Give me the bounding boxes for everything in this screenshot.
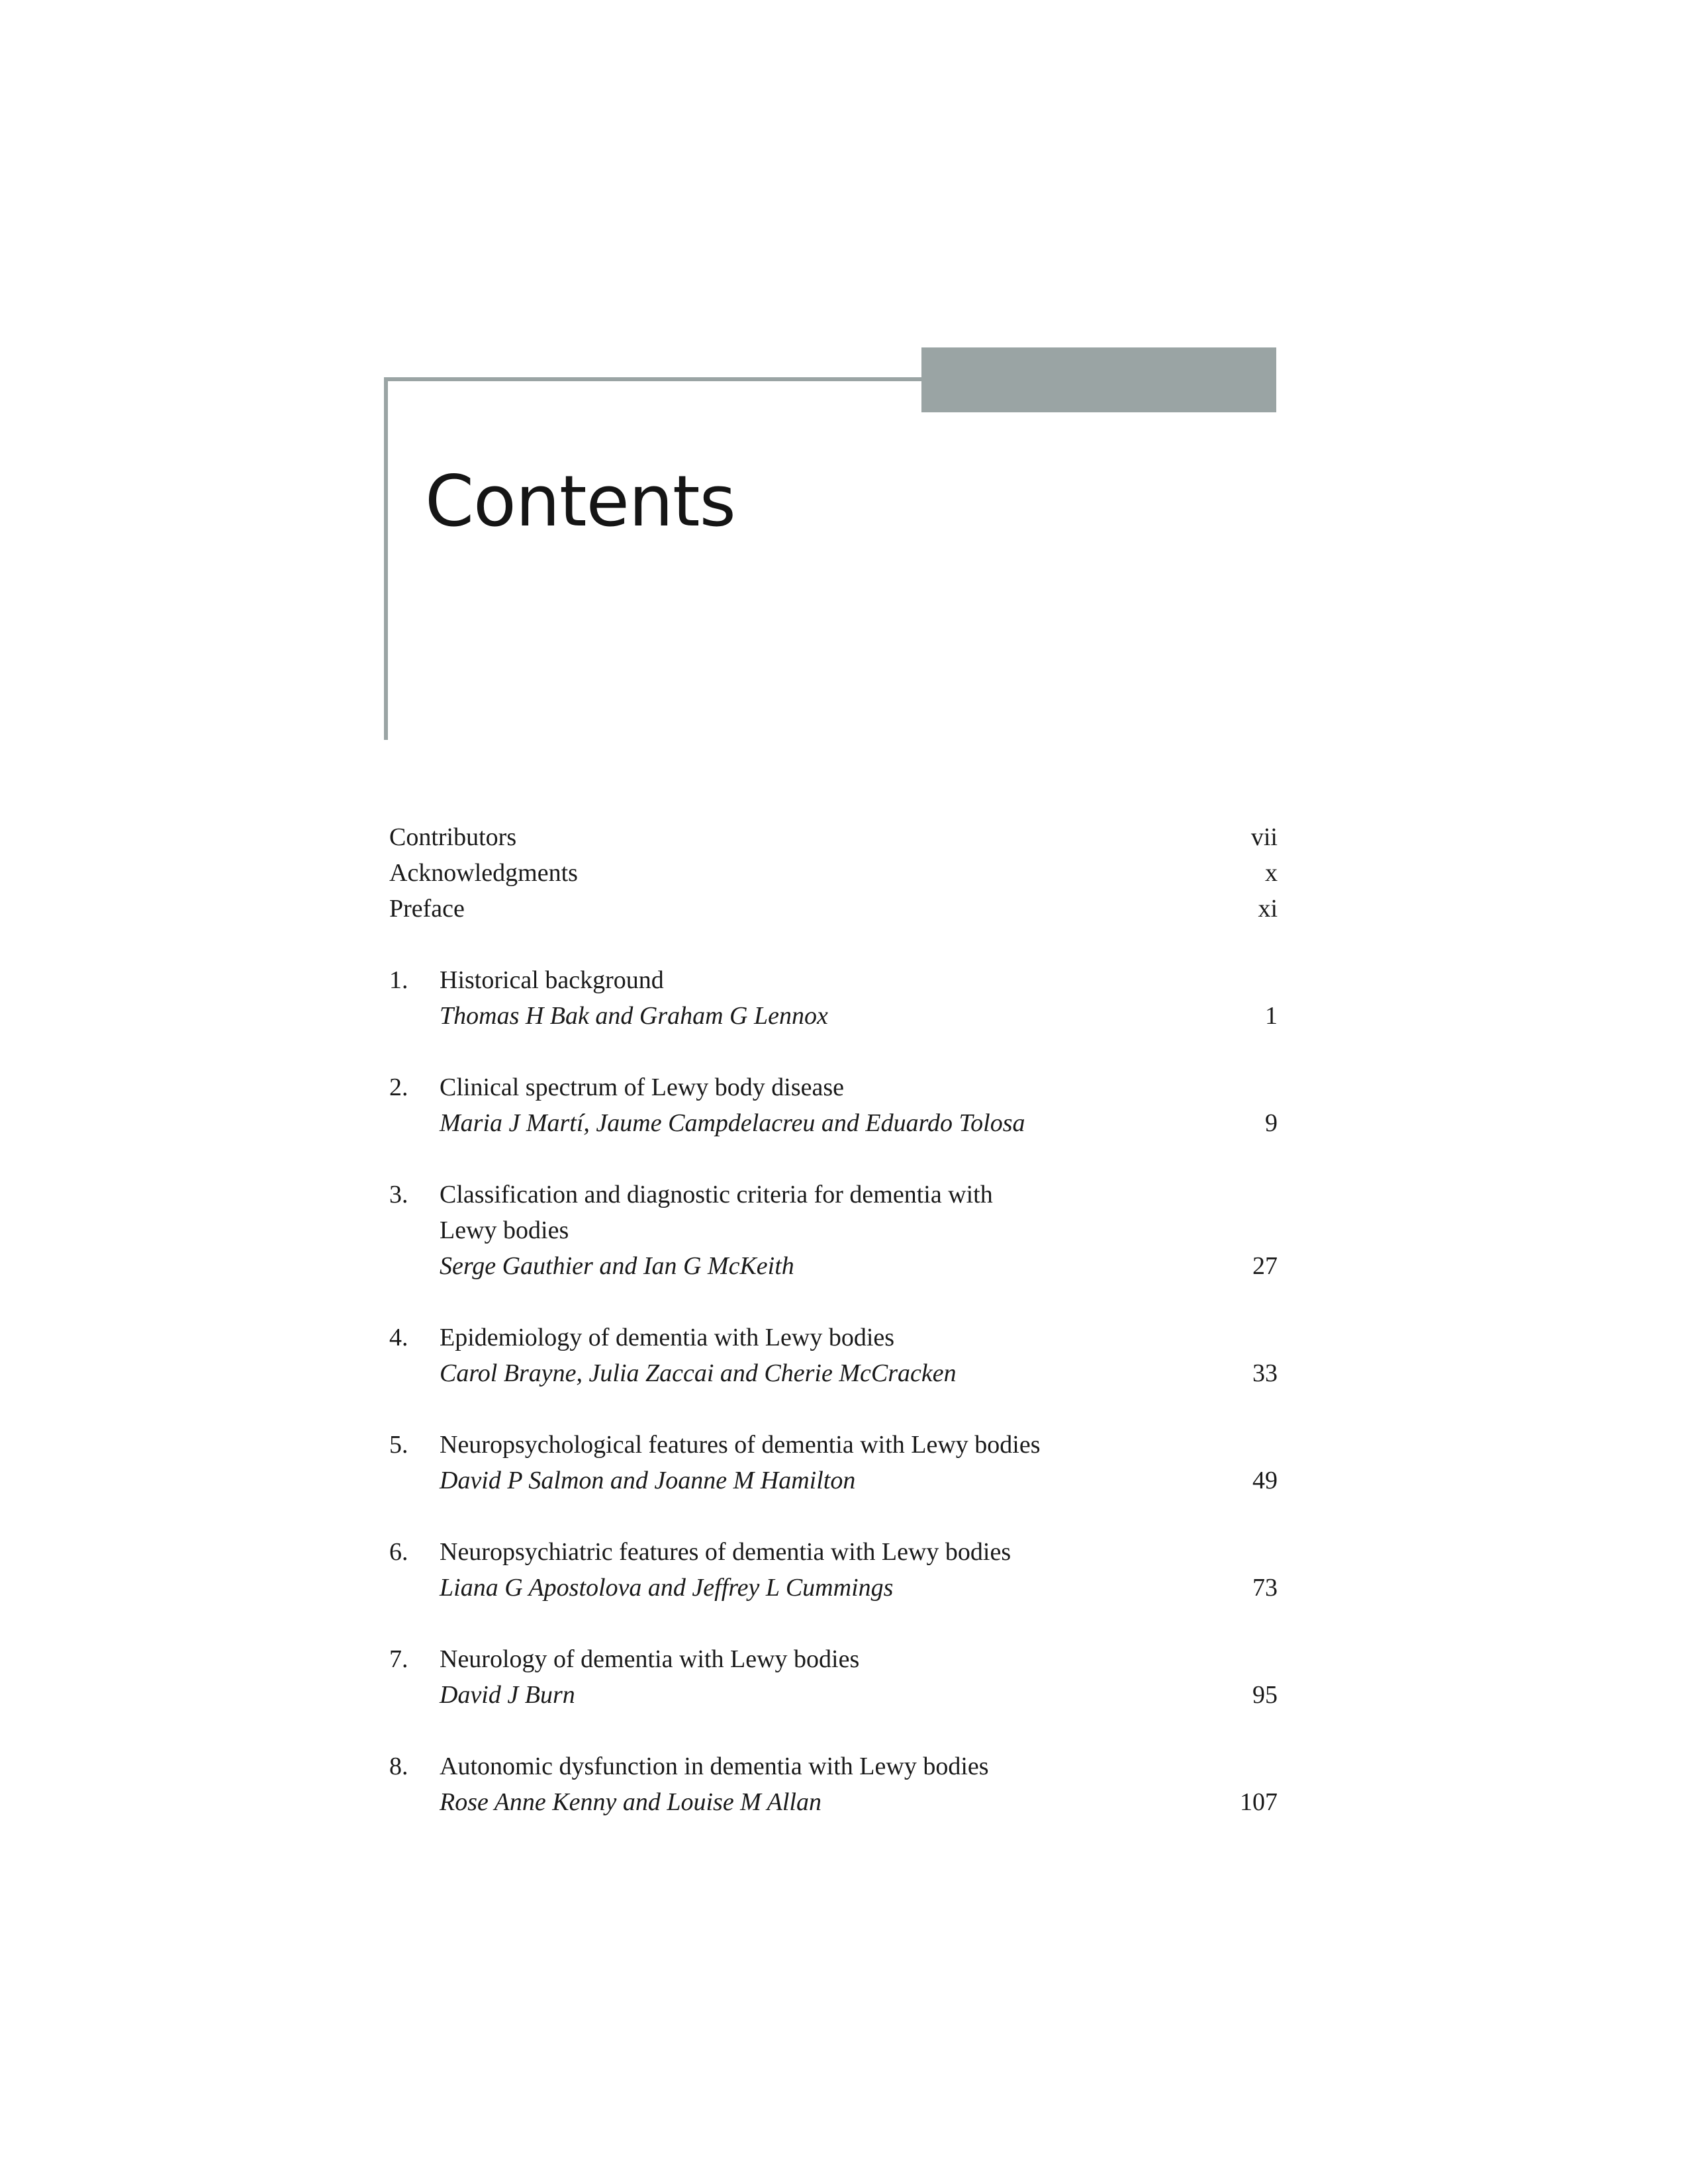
chapter-number: 5. — [389, 1431, 408, 1459]
chapter-authors: Liana G Apostolova and Jeffrey L Cummings — [440, 1574, 894, 1602]
toc-page-number: x — [1265, 859, 1278, 887]
toc-chapter-7[interactable] — [389, 1641, 1278, 1713]
chapter-number: 4. — [389, 1324, 408, 1351]
chapter-title: Clinical spectrum of Lewy body disease — [440, 1073, 845, 1101]
chapter-number: 6. — [389, 1538, 408, 1566]
toc-page-number: 95 — [1252, 1681, 1278, 1709]
toc-page-number: 9 — [1265, 1109, 1278, 1137]
table-of-contents — [389, 819, 1278, 1820]
toc-page-number: 107 — [1240, 1788, 1278, 1816]
toc-page-number: xi — [1258, 895, 1278, 923]
toc-entry-preface[interactable] — [389, 891, 1278, 927]
page-title: Contents — [425, 461, 735, 542]
chapter-authors: Rose Anne Kenny and Louise M Allan — [440, 1788, 821, 1816]
toc-chapter-3[interactable] — [389, 1177, 1278, 1284]
toc-entry-label: Contributors — [389, 823, 517, 851]
toc-page-number: vii — [1250, 823, 1278, 851]
chapter-authors: David P Salmon and Joanne M Hamilton — [440, 1467, 856, 1494]
toc-entry-label: Acknowledgments — [389, 859, 578, 887]
toc-page-number: 73 — [1252, 1574, 1278, 1602]
chapter-authors: Serge Gauthier and Ian G McKeith — [440, 1252, 794, 1280]
chapter-number: 1. — [389, 966, 408, 994]
header-accent-block — [921, 347, 1276, 412]
chapter-number: 7. — [389, 1645, 408, 1673]
chapter-title: Neurology of dementia with Lewy bodies — [440, 1645, 860, 1673]
chapter-title: Historical background — [440, 966, 664, 994]
toc-page-number: 49 — [1252, 1467, 1278, 1494]
header-rule-vertical — [384, 377, 388, 740]
chapter-authors: David J Burn — [440, 1681, 575, 1709]
toc-chapter-2[interactable] — [389, 1069, 1278, 1141]
toc-page-number: 1 — [1265, 1002, 1278, 1030]
toc-chapter-5[interactable] — [389, 1427, 1278, 1498]
chapter-title-continued: Lewy bodies — [440, 1216, 569, 1244]
chapter-title: Neuropsychiatric features of dementia with Lewy bodies — [440, 1538, 1011, 1566]
chapter-number: 8. — [389, 1752, 408, 1780]
toc-chapter-1[interactable] — [389, 962, 1278, 1034]
chapter-authors: Thomas H Bak and Graham G Lennox — [440, 1002, 828, 1030]
toc-page-number: 33 — [1252, 1359, 1278, 1387]
chapter-title: Classification and diagnostic criteria for dementia with — [440, 1181, 993, 1208]
chapter-number: 3. — [389, 1181, 408, 1208]
toc-entry-contributors[interactable] — [389, 819, 1278, 855]
toc-chapter-8[interactable] — [389, 1749, 1278, 1820]
chapter-number: 2. — [389, 1073, 408, 1101]
toc-entry-label: Preface — [389, 895, 465, 923]
chapter-authors: Maria J Martí, Jaume Campdelacreu and Eduardo Tolosa — [440, 1109, 1025, 1137]
toc-page-number: 27 — [1252, 1252, 1278, 1280]
toc-chapter-4[interactable] — [389, 1320, 1278, 1391]
chapter-title: Epidemiology of dementia with Lewy bodies — [440, 1324, 895, 1351]
header-rule-horizontal — [384, 377, 927, 381]
chapter-title: Neuropsychological features of dementia with Lewy bodies — [440, 1431, 1041, 1459]
toc-entry-acknowledgments[interactable] — [389, 855, 1278, 891]
toc-chapter-6[interactable] — [389, 1534, 1278, 1606]
chapter-authors: Carol Brayne, Julia Zaccai and Cherie McCracken — [440, 1359, 957, 1387]
chapter-title: Autonomic dysfunction in dementia with Lewy bodies — [440, 1752, 989, 1780]
